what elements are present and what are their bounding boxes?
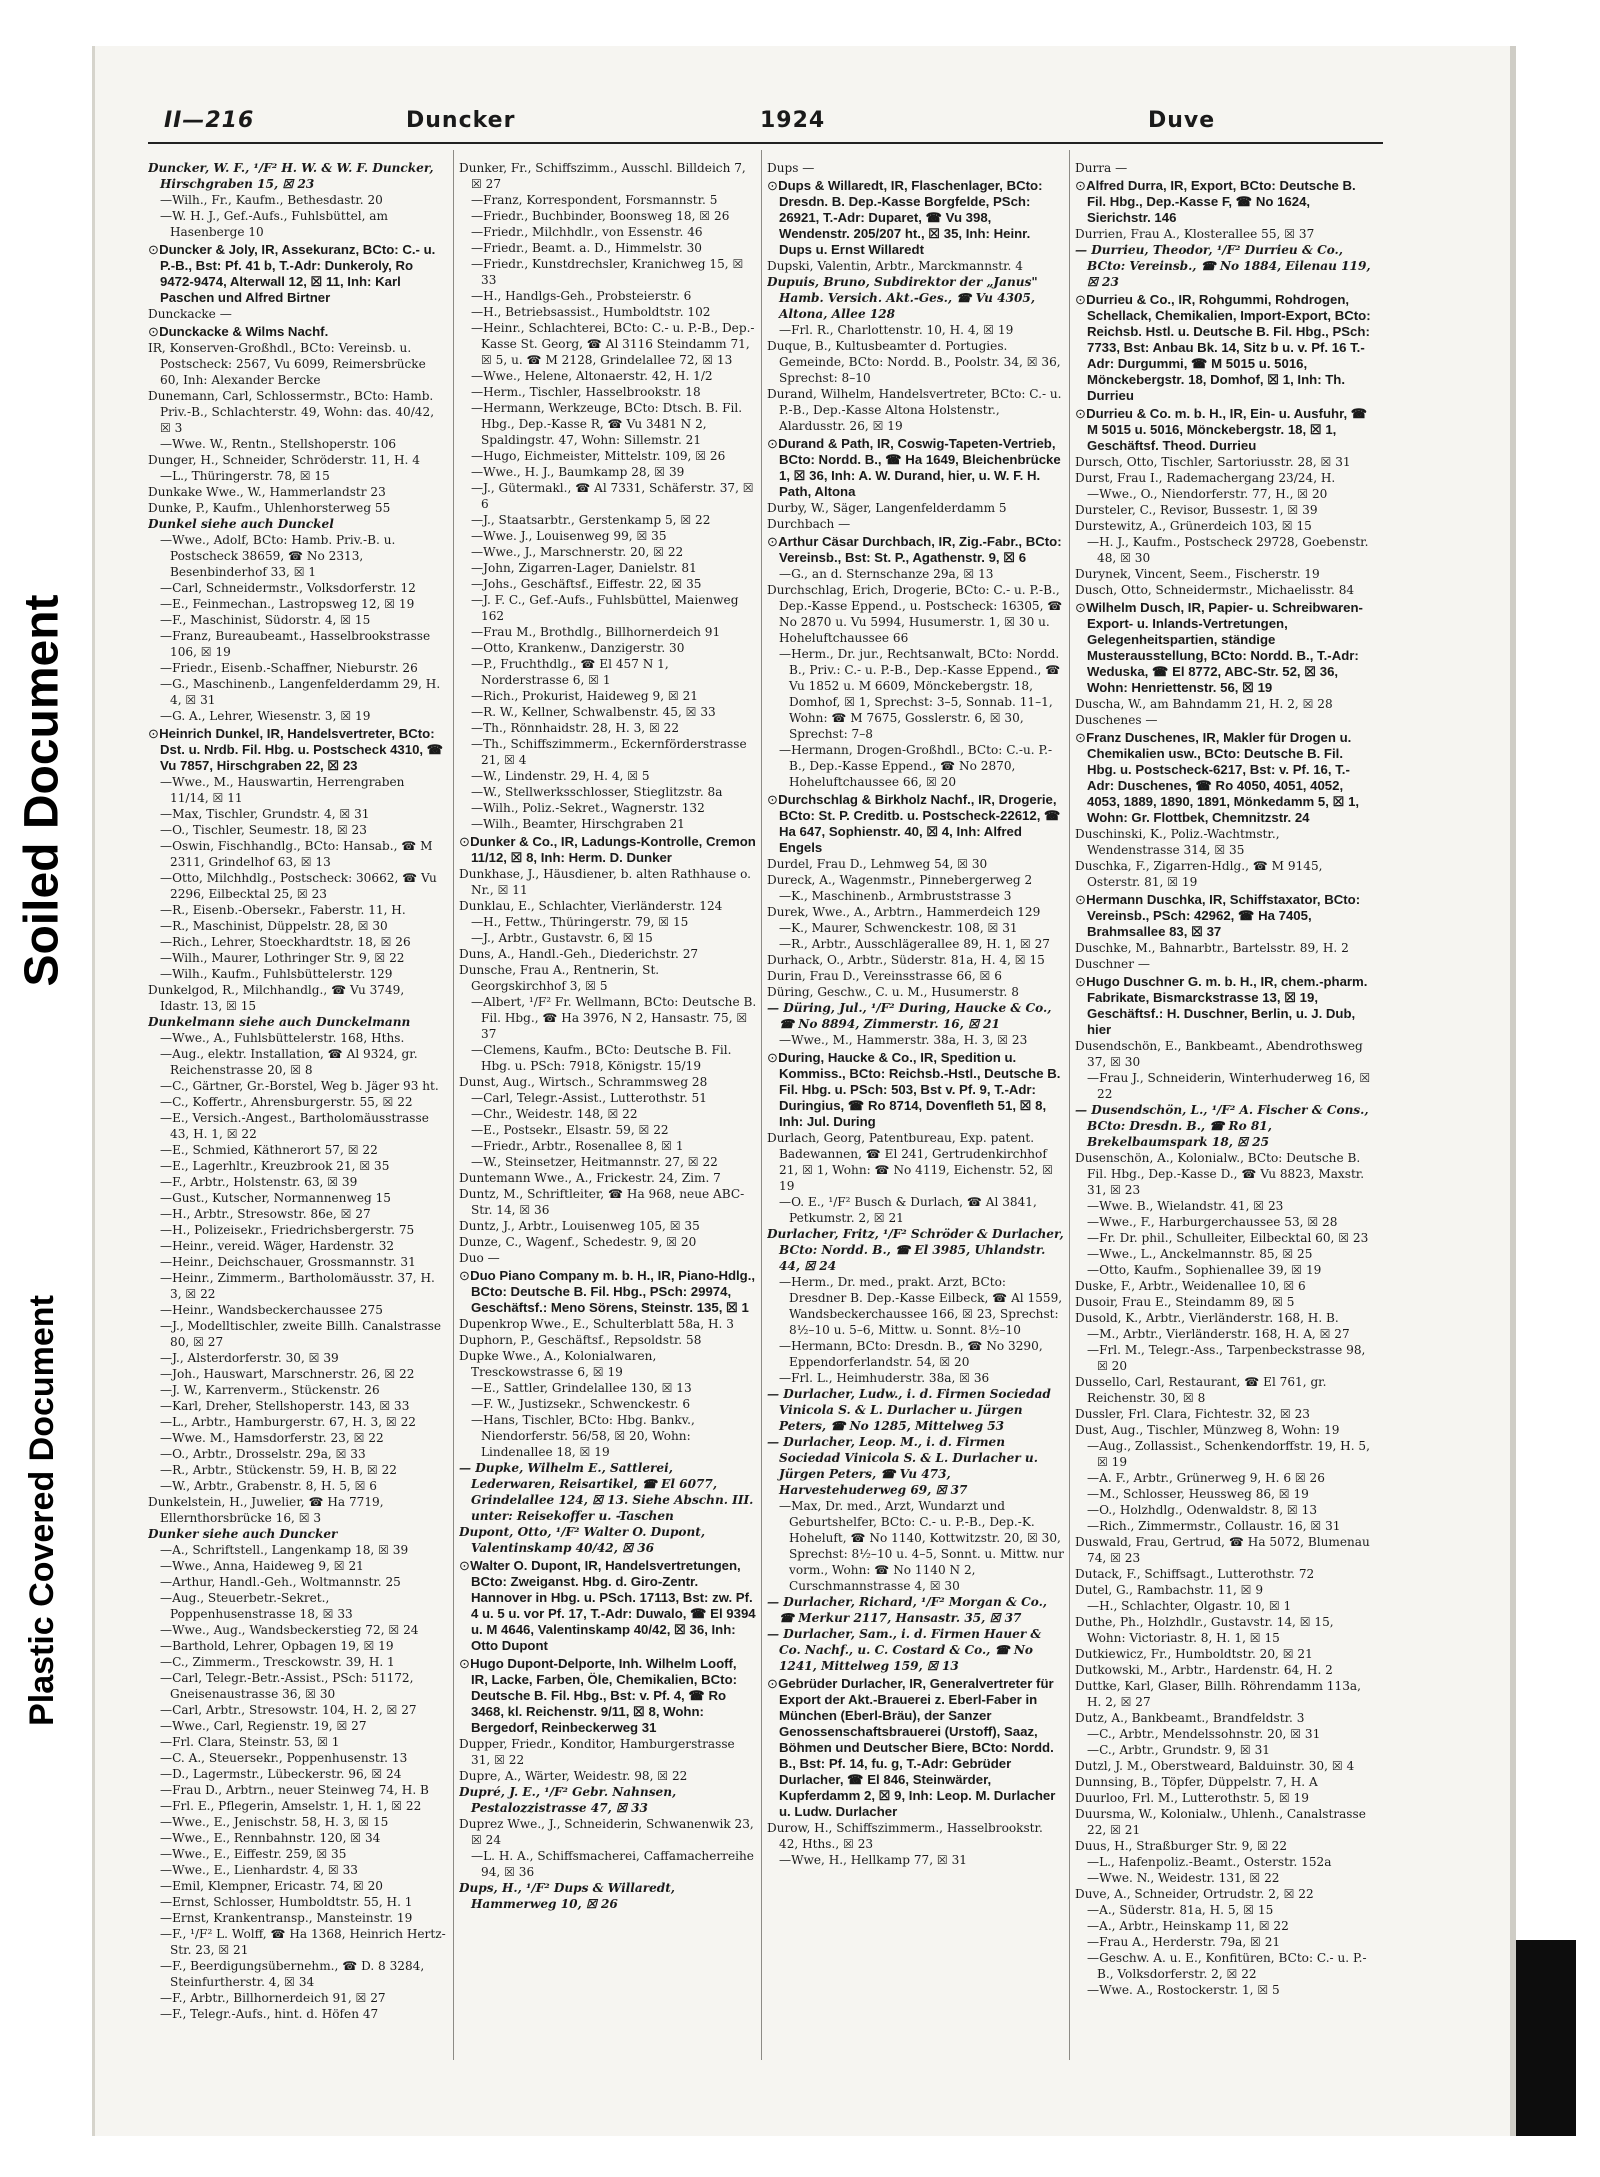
column-divider bbox=[761, 150, 762, 2060]
directory-entry: — C., Koffertr., Ahrensburgerstr. 55, ☒ 22 bbox=[148, 1094, 446, 1110]
directory-entry: — Heinr., Wandsbeckerchaussee 275 bbox=[148, 1302, 446, 1318]
directory-entry: — C., Arbtr., Mendelssohnstr. 20, ☒ 31 bbox=[1075, 1726, 1373, 1742]
directory-entry: — Friedr., Buchbinder, Boonsweg 18, ☒ 26 bbox=[459, 208, 757, 224]
directory-entry: — Hermann, Werkzeuge, BCto: Dtsch. B. Fil. Hbg., Dep.-Kasse R, ☎ Vu 3481 N 2, Spaldingstr. 47, Wohn: Sillemstr. 21 bbox=[459, 400, 757, 448]
directory-entry: — Wilh., Kaufm., Fuhlsbüttelerstr. 129 bbox=[148, 966, 446, 982]
directory-entry: ⊙ Durrieu & Co. m. b. H., IR, Ein- u. Ausfuhr, ☎ M 5015 u. 5016, Mönckebergstr. 18, ☒ 1, Geschäftsf. Theod. Durrieu bbox=[1075, 406, 1373, 454]
directory-entry: — Wwe., E., Eiffestr. 259, ☒ 35 bbox=[148, 1846, 446, 1862]
directory-entry: Durra — bbox=[1075, 161, 1128, 175]
page-header bbox=[148, 106, 1383, 144]
directory-entry: — R., Arbtr., Ausschlägerallee 89, H. 1, ☒ 27 bbox=[767, 936, 1065, 952]
directory-entry: Duque, B., Kultusbeamter d. Portugies. Gemeinde, BCto: Nordd. B., Poolstr. 34, ☒ 36, Sprechst: 8–10 bbox=[767, 339, 1061, 385]
directory-entry: — J., Arbtr., Gustavstr. 6, ☒ 15 bbox=[459, 930, 757, 946]
directory-entry: — H., Polizeisekr., Friedrichsbergerstr. 75 bbox=[148, 1222, 446, 1238]
directory-entry: Düring, Geschw., C. u. M., Husumerstr. 8 bbox=[767, 985, 1019, 999]
directory-entry: — Wwe., E., Jenischstr. 58, H. 3, ☒ 15 bbox=[148, 1814, 446, 1830]
directory-entry: Dunckacke — bbox=[148, 307, 232, 321]
directory-entry: Durlach, Georg, Patentbureau, Exp. patent. Badewannen, ☎ El 241, Gertrudenkirchhof 21, ☒ 1, Wohn: ☎ No 4119, Eichenstr. 52, ☒ 19 bbox=[767, 1131, 1053, 1193]
directory-entry: Duve, A., Schneider, Ortrudstr. 2, ☒ 22 bbox=[1075, 1887, 1314, 1901]
directory-entry: — Barthold, Lehrer, Opbagen 19, ☒ 19 bbox=[148, 1638, 446, 1654]
directory-entry: — E., Postsekr., Elsastr. 59, ☒ 22 bbox=[459, 1122, 757, 1138]
directory-entry: Duus, H., Straßburger Str. 9, ☒ 22 bbox=[1075, 1839, 1288, 1853]
directory-entry: — Wwe., A., Fuhlsbüttelerstr. 168, Hths. bbox=[148, 1030, 446, 1046]
directory-entry: — Friedr., Arbtr., Rosenallee 8, ☒ 1 bbox=[459, 1138, 757, 1154]
directory-entry: Durhack, O., Arbtr., Süderstr. 81a, H. 4, ☒ 15 bbox=[767, 953, 1045, 967]
directory-entry: Duo — bbox=[459, 1251, 500, 1265]
directory-entry: — Ernst, Krankentransp., Mansteinstr. 19 bbox=[148, 1910, 446, 1926]
directory-entry: — E., Feinmechan., Lastropsweg 12, ☒ 19 bbox=[148, 596, 446, 612]
directory-entry: — Aug., elektr. Installation, ☎ Al 9324, gr. Reichenstrasse 20, ☒ 8 bbox=[148, 1046, 446, 1078]
directory-entry: — Durlacher, Leop. M., i. d. Firmen Sociedad Vinicola S. & L. Durlacher u. Jürgen Peters, ☎ Vu 473, Harvestehuderweg 69, ☒ 37 bbox=[767, 1435, 1038, 1497]
directory-entry: ⊙ Durrieu & Co., IR, Rohgummi, Rohdrogen, Schellack, Chemikalien, Import-Export, BCto: Reichsb. Hstl. u. Deutsche B. Fil. Hbg., PSch: 7733, Bst: Anbau Bk. 14, Sitz b u. v. Pf. 16 T.-Adr: Durgummi, ☎ M 5015 u. 5016, Mönckebergstr. 18, Domhof, ☒ 1, Inh: Th. Durrieu bbox=[1075, 292, 1373, 404]
directory-entry: Durst, Frau I., Rademachergang 23/24, H. bbox=[1075, 471, 1336, 485]
directory-entry: Dunke, P., Kaufm., Uhlenhorsterweg 55 bbox=[148, 501, 391, 515]
directory-entry: — Dupke, Wilhelm E., Sattlerei, Lederwaren, Reisartikel, ☎ El 6077, Grindelallee 124, ☒ 13. Siehe Abschn. III. unter: Reisekoffer u. -Taschen bbox=[459, 1461, 754, 1523]
directory-entry: — Durrieu, Theodor, ¹/F² Durrieu & Co., BCto: Vereinsb., ☎ No 1884, Eilenau 119, ☒ 23 bbox=[1075, 243, 1371, 289]
directory-entry: Dunkelstein, H., Juwelier, ☎ Ha 7719, Ellernthorsbrücke 16, ☒ 3 bbox=[148, 1495, 384, 1525]
directory-entry: ⊙ Wilhelm Dusch, IR, Papier- u. Schreibwaren-Export- u. Inlands-Vertretungen, Gelegenheitspartien, ständige Musterausstellung, BCto: Nordd. B., T.-Adr: Weduska, ☎ El 8772, ABC-Str. 52, ☒ 36, Wohn: Henriettenstr. 56, ☒ 19 bbox=[1075, 600, 1373, 696]
directory-entry: Duschka, F., Zigarren-Hdlg., ☎ M 9145, Osterstr. 81, ☒ 19 bbox=[1075, 859, 1323, 889]
page-edge-shadow bbox=[1510, 46, 1516, 2136]
directory-entry: — G., Maschinenb., Langenfelderdamm 29, H. 4, ☒ 31 bbox=[148, 676, 446, 708]
directory-entry: — Wwe., Adolf, BCto: Hamb. Priv.-B. u. Postscheck 38659, ☎ No 2313, Besenbinderhof 33, ☒ 1 bbox=[148, 532, 446, 580]
directory-entry: — Wilh., Maurer, Lothringer Str. 9, ☒ 22 bbox=[148, 950, 446, 966]
column-2 bbox=[459, 160, 757, 2060]
directory-entry: — Durlacher, Ludw., i. d. Firmen Sociedad Vinicola S. & L. Durlacher u. Jürgen Peters, ☎ No 1285, Mittelweg 53 bbox=[767, 1387, 1051, 1433]
directory-entry: Duphorn, P., Geschäftsf., Repsoldstr. 58 bbox=[459, 1333, 702, 1347]
directory-entry: Dutkowski, M., Arbtr., Hardenstr. 64, H. 2 bbox=[1075, 1663, 1333, 1677]
directory-entry: Dups — bbox=[767, 161, 815, 175]
directory-entry: — Aug., Steuerbetr.-Sekret., Poppenhusenstrasse 18, ☒ 33 bbox=[148, 1590, 446, 1622]
directory-entry: Dussello, Carl, Restaurant, ☎ El 761, gr. Reichenstr. 30, ☒ 8 bbox=[1075, 1375, 1327, 1405]
directory-entry: ⊙ Heinrich Dunkel, IR, Handelsvertreter, BCto: Dst. u. Nrdb. Fil. Hbg. u. Postscheck 4310, ☎ Vu 7857, Hirschgraben 22, ☒ 23 bbox=[148, 726, 446, 774]
directory-entry: — H. J., Kaufm., Postscheck 29728, Goebenstr. 48, ☒ 30 bbox=[1075, 534, 1373, 566]
directory-entry: — C., Gärtner, Gr.-Borstel, Weg b. Jäger 93 ht. bbox=[148, 1078, 446, 1094]
directory-entry: — Oswin, Fischhandlg., BCto: Hansab., ☎ M 2311, Grindelhof 63, ☒ 13 bbox=[148, 838, 446, 870]
directory-entry: — F. W., Justizsekr., Schwenckestr. 6 bbox=[459, 1396, 757, 1412]
directory-entry: Dunemann, Carl, Schlossermstr., BCto: Hamb. Priv.-B., Schlachterstr. 49, Wohn: das. 40/42, ☒ 3 bbox=[148, 389, 435, 435]
page-number: II—216 bbox=[164, 108, 255, 133]
directory-entry: — Max, Dr. med., Arzt, Wundarzt und Geburtshelfer, BCto: C.- u. P.-B., Dep.-K. Hoheluft, ☎ No 1140, Kottwitzstr. 20, ☒ 30, Sprechst: 8½–10 u. 4–5, Sonnt. u. Mittw. nur vorm., Wohn: ☎ No 1140 N 2, Curschmannstrasse 4, ☒ 30 bbox=[767, 1498, 1065, 1594]
directory-entry: — Wwe, H., Hellkamp 77, ☒ 31 bbox=[767, 1852, 1065, 1868]
directory-entry: — L., Hafenpoliz.-Beamt., Osterstr. 152a bbox=[1075, 1854, 1373, 1870]
directory-entry: Dunkhase, J., Häusdiener, b. alten Rathhause o. Nr., ☒ 11 bbox=[459, 867, 752, 897]
directory-entry: Dureck, A., Wagenmstr., Pinnebergerweg 2 bbox=[767, 873, 1033, 887]
directory-entry: — Wwe., L., Anckelmannstr. 85, ☒ 25 bbox=[1075, 1246, 1373, 1262]
directory-entry: — Joh., Hauswart, Marschnerstr. 26, ☒ 22 bbox=[148, 1366, 446, 1382]
directory-entry: — A., Arbtr., Heinskamp 11, ☒ 22 bbox=[1075, 1918, 1373, 1934]
directory-entry: — L., Thüringerstr. 78, ☒ 15 bbox=[148, 468, 446, 484]
directory-entry: — Hans, Tischler, BCto: Hbg. Bankv., Niendorferstr. 56/58, ☒ 20, Wohn: Lindenallee 18, ☒ 19 bbox=[459, 1412, 757, 1460]
directory-entry: — W., Arbtr., Grabenstr. 8, H. 5, ☒ 6 bbox=[148, 1478, 446, 1494]
directory-entry: — W. H. J., Gef.-Aufs., Fuhlsbüttel, am Hasenberge 10 bbox=[148, 208, 446, 240]
directory-entry: Dunst, Aug., Wirtsch., Schrammsweg 28 bbox=[459, 1075, 708, 1089]
directory-entry: — Wwe. A., Rostockerstr. 1, ☒ 5 bbox=[1075, 1982, 1373, 1998]
directory-entry: — Frl. L., Heimhuderstr. 38a, ☒ 36 bbox=[767, 1370, 1065, 1386]
directory-entry: — Wwe., Carl, Regienstr. 19, ☒ 27 bbox=[148, 1718, 446, 1734]
directory-entry: Duncker, W. F., ¹/F² H. W. & W. F. Duncker, Hirschgraben 15, ☒ 23 bbox=[148, 161, 434, 191]
directory-entry: — Frau A., Herderstr. 79a, ☒ 21 bbox=[1075, 1934, 1373, 1950]
directory-entry: — P., Fruchthdlg., ☎ El 457 N 1, Norderstrasse 6, ☒ 1 bbox=[459, 656, 757, 688]
directory-entry: Dunze, C., Wagenf., Schedestr. 9, ☒ 20 bbox=[459, 1235, 697, 1249]
directory-entry: Dunker siehe auch Duncker bbox=[148, 1527, 338, 1541]
directory-entry: — R., Arbtr., Stückenstr. 59, H. B, ☒ 22 bbox=[148, 1462, 446, 1478]
directory-entry: Dups, H., ¹/F² Dups & Willaredt, Hammerweg 10, ☒ 26 bbox=[459, 1881, 676, 1911]
directory-entry: Duschner — bbox=[1075, 957, 1150, 971]
directory-entry: Dupke Wwe., A., Kolonialwaren, Tresckowstrasse 6, ☒ 19 bbox=[459, 1349, 657, 1379]
directory-entry: — Wwe. N., Weidestr. 131, ☒ 22 bbox=[1075, 1870, 1373, 1886]
directory-entry: — Wwe., E., Lienhardstr. 4, ☒ 33 bbox=[148, 1862, 446, 1878]
directory-entry: — R., Maschinist, Düppelstr. 28, ☒ 30 bbox=[148, 918, 446, 934]
directory-entry: — O., Holzhdlg., Odenwaldstr. 8, ☒ 13 bbox=[1075, 1502, 1373, 1518]
directory-entry: — Th., Rönnhaidstr. 28, H. 3, ☒ 22 bbox=[459, 720, 757, 736]
directory-entry: Dusenschön, A., Kolonialw., BCto: Deutsche B. Fil. Hbg., Dep.-Kasse D., ☎ Vu 8823, Maxstr. 31, ☒ 23 bbox=[1075, 1151, 1365, 1197]
directory-entry: — Frl. E., Pflegerin, Amselstr. 1, H. 1, ☒ 22 bbox=[148, 1798, 446, 1814]
directory-entry: Dupper, Friedr., Konditor, Hamburgerstrasse 31, ☒ 22 bbox=[459, 1737, 735, 1767]
directory-entry: — Franz, Korrespondent, Forsmannstr. 5 bbox=[459, 192, 757, 208]
directory-entry: — E., Versich.-Angest., Bartholomäusstrasse 43, H. 1, ☒ 22 bbox=[148, 1110, 446, 1142]
directory-entry: Dursch, Otto, Tischler, Sartoriusstr. 28, ☒ 31 bbox=[1075, 455, 1351, 469]
directory-entry: Duthe, Ph., Holzhdlr., Gustavstr. 14, ☒ 15, Wohn: Victoriastr. 8, H. 1, ☒ 15 bbox=[1075, 1615, 1334, 1645]
directory-entry: ⊙ Durand & Path, IR, Coswig-Tapeten-Vertrieb, BCto: Nordd. B., ☎ Ha 1649, Bleichenbrücke 1, ☒ 36, Inh: A. W. Durand, hier, u. W. F. H. Path, Altona bbox=[767, 436, 1065, 500]
directory-entry: — Gust., Kutscher, Normannenweg 15 bbox=[148, 1190, 446, 1206]
directory-entry: ⊙ Gebrüder Durlacher, IR, Generalvertreter für Export der Akt.-Brauerei z. Eberl-Faber in München (Eberl-Bräu), der Sanzer Genossenschaftsbrauerei (Urstoff), Saaz, Böhmen und Deutscher Biere, BCto: Nordd. B., Bst: Pf. 14, fu. g, T.-Adr: Gebrüder Durlacher, ☎ El 846, Steinwärder, Kupferdamm 2, ☒ 9, Inh: Leop. M. Durlacher u. Ludw. Durlacher bbox=[767, 1676, 1065, 1820]
directory-entry: — Wwe., J., Marschnerstr. 20, ☒ 22 bbox=[459, 544, 757, 560]
directory-entry: — Johs., Geschäftsf., Eiffestr. 22, ☒ 35 bbox=[459, 576, 757, 592]
directory-entry: — H., Handlgs-Geh., Probsteierstr. 6 bbox=[459, 288, 757, 304]
directory-entry: ⊙ Alfred Durra, IR, Export, BCto: Deutsche B. Fil. Hbg., Dep.-Kasse F, ☎ No 1624, Sierichstr. 146 bbox=[1075, 178, 1373, 226]
directory-entry: Dunnsing, B., Töpfer, Düppelstr. 7, H. A bbox=[1075, 1775, 1318, 1789]
directory-entry: Dupenkrop Wwe., E., Schulterblatt 58a, H. 3 bbox=[459, 1317, 734, 1331]
directory-entry: Dunkel siehe auch Dunckel bbox=[148, 517, 334, 531]
directory-entry: Duntz, M., Schriftleiter, ☎ Ha 968, neue ABC-Str. 14, ☒ 36 bbox=[459, 1187, 745, 1217]
directory-entry: — G., an d. Sternschanze 29a, ☒ 13 bbox=[767, 566, 1065, 582]
directory-entry: — Heinr., vereid. Wäger, Hardenstr. 32 bbox=[148, 1238, 446, 1254]
directory-entry: — Clemens, Kaufm., BCto: Deutsche B. Fil. Hbg. u. PSch: 7918, Königstr. 15/19 bbox=[459, 1042, 757, 1074]
directory-entry: — C., Arbtr., Grundstr. 9, ☒ 31 bbox=[1075, 1742, 1373, 1758]
directory-entry: Durchschlag, Erich, Drogerie, BCto: C.- u. P.-B., Dep.-Kasse Eppend., u. Postscheck: 16305, ☎ No 2870 u. Vu 5994, Husumerstr. 1, ☒ 30 u. Hoheluftchaussee 66 bbox=[767, 583, 1063, 645]
directory-entry: Dutkiewicz, Fr., Humboldtstr. 20, ☒ 21 bbox=[1075, 1647, 1313, 1661]
directory-entry: Dunkelgod, R., Milchhandlg., ☎ Vu 3749, Idastr. 13, ☒ 15 bbox=[148, 983, 405, 1013]
directory-entry: — L., Arbtr., Hamburgerstr. 67, H. 3, ☒ 22 bbox=[148, 1414, 446, 1430]
directory-entry: — H., Betriebsassist., Humboldtstr. 102 bbox=[459, 304, 757, 320]
directory-entry: ⊙ During, Haucke & Co., IR, Spedition u. Kommiss., BCto: Reichsb.-Hstl., Deutsche B. Fil. Hbg. u. PSch: 503, Bst v. Pf. 9, T.-Adr: Duringius, ☎ Ro 8714, Dovenfleth 51, ☒ 8, Inh: Jul. During bbox=[767, 1050, 1065, 1130]
directory-entry: Dutel, G., Rambachstr. 11, ☒ 9 bbox=[1075, 1583, 1264, 1597]
directory-entry: Dupont, Otto, ¹/F² Walter O. Dupont, Valentinskamp 40/42, ☒ 36 bbox=[459, 1525, 706, 1555]
directory-entry: — Otto, Kaufm., Sophienallee 39, ☒ 19 bbox=[1075, 1262, 1373, 1278]
directory-entry: — Hermann, BCto: Dresdn. B., ☎ No 3290, Eppendorferlandstr. 54, ☒ 20 bbox=[767, 1338, 1065, 1370]
directory-entry: Durynek, Vincent, Seem., Fischerstr. 19 bbox=[1075, 567, 1320, 581]
directory-entry: — Friedr., Milchhdlr., von Essenstr. 46 bbox=[459, 224, 757, 240]
directory-entry: Durstewitz, A., Grünerdeich 103, ☒ 15 bbox=[1075, 519, 1312, 533]
column-divider bbox=[453, 150, 454, 2060]
directory-entry: — Frau J., Schneiderin, Winterhuderweg 16, ☒ 22 bbox=[1075, 1070, 1373, 1102]
right-keyword: Duve bbox=[1148, 108, 1216, 133]
directory-entry: — O. E., ¹/F² Busch & Durlach, ☎ Al 3841, Petkumstr. 2, ☒ 21 bbox=[767, 1194, 1065, 1226]
directory-entry: — Ernst, Schlosser, Humboldtstr. 55, H. 1 bbox=[148, 1894, 446, 1910]
directory-entry: — A., Süderstr. 81a, H. 5, ☒ 15 bbox=[1075, 1902, 1373, 1918]
directory-entry: — Wwe., O., Niendorferstr. 77, H., ☒ 20 bbox=[1075, 486, 1373, 502]
directory-entry: — Arthur, Handl.-Geh., Woltmannstr. 25 bbox=[148, 1574, 446, 1590]
directory-entry: Dusch, Otto, Schneidermstr., Michaelisstr. 84 bbox=[1075, 583, 1355, 597]
plastic-covered-document-label bbox=[18, 1190, 66, 1830]
directory-entry: — Heinr., Zimmerm., Bartholomäusstr. 37, H. 3, ☒ 22 bbox=[148, 1270, 446, 1302]
directory-entry: — R. W., Kellner, Schwalbenstr. 45, ☒ 33 bbox=[459, 704, 757, 720]
directory-entry: — Wwe., M., Hauswartin, Herrengraben 11/14, ☒ 11 bbox=[148, 774, 446, 806]
directory-entry: — J., Gütermakl., ☎ Al 7331, Schäferstr. 37, ☒ 6 bbox=[459, 480, 757, 512]
directory-entry: Duschinski, K., Poliz.-Wachtmstr., Wendenstrasse 314, ☒ 35 bbox=[1075, 827, 1280, 857]
directory-entry: Dusold, K., Arbtr., Vierländerstr. 168, H. B. bbox=[1075, 1311, 1339, 1325]
directory-entry: — John, Zigarren-Lager, Danielstr. 81 bbox=[459, 560, 757, 576]
directory-entry: — Hugo, Eichmeister, Mittelstr. 109, ☒ 26 bbox=[459, 448, 757, 464]
directory-entry: Durow, H., Schiffszimmerm., Hasselbrookstr. 42, Hths., ☒ 23 bbox=[767, 1821, 1043, 1851]
directory-entry: — F., ¹/F² L. Wolff, ☎ Ha 1368, Heinrich Hertz-Str. 23, ☒ 21 bbox=[148, 1926, 446, 1958]
directory-entry: Duske, F., Arbtr., Weidenallee 10, ☒ 6 bbox=[1075, 1279, 1306, 1293]
directory-entry: — Friedr., Beamt. a. D., Himmelstr. 30 bbox=[459, 240, 757, 256]
directory-entry: Durlacher, Fritz, ¹/F² Schröder & Durlacher, BCto: Nordd. B., ☎ El 3985, Uhlandstr. 44, ☒ 24 bbox=[767, 1227, 1064, 1273]
directory-entry: — Wwe., E., Rennbahnstr. 120, ☒ 34 bbox=[148, 1830, 446, 1846]
directory-entry: — W., Stellwerksschlosser, Stieglitzstr. 8a bbox=[459, 784, 757, 800]
directory-entry: — Carl, Telegr.-Betr.-Assist., PSch: 51172, Gneisenaustrasse 36, ☒ 30 bbox=[148, 1670, 446, 1702]
directory-entry: — Wwe., Anna, Haideweg 9, ☒ 21 bbox=[148, 1558, 446, 1574]
directory-entry: — Wwe. J., Louisenweg 99, ☒ 35 bbox=[459, 528, 757, 544]
directory-entry: Dunklau, E., Schlachter, Vierländerstr. 124 bbox=[459, 899, 723, 913]
directory-entry: — W., Lindenstr. 29, H. 4, ☒ 5 bbox=[459, 768, 757, 784]
directory-entry: Dupski, Valentin, Arbtr., Marckmannstr. 4 bbox=[767, 259, 1023, 273]
directory-entry: — Aug., Zollassist., Schenkendorffstr. 19, H. 5, ☒ 19 bbox=[1075, 1438, 1373, 1470]
directory-entry: Durdel, Frau D., Lehmweg 54, ☒ 30 bbox=[767, 857, 988, 871]
directory-entry: Durby, W., Säger, Langenfelderdamm 5 bbox=[767, 501, 1007, 515]
directory-entry: — C. A., Steuersekr., Poppenhusenstr. 13 bbox=[148, 1750, 446, 1766]
directory-entry: — F., Maschinist, Südorstr. 4, ☒ 15 bbox=[148, 612, 446, 628]
directory-entry: — Th., Schiffszimmerm., Eckernförderstrasse 21, ☒ 4 bbox=[459, 736, 757, 768]
directory-entry: — Max, Tischler, Grundstr. 4, ☒ 31 bbox=[148, 806, 446, 822]
directory-entry: Dusoir, Frau E., Steindamm 89, ☒ 5 bbox=[1075, 1295, 1295, 1309]
directory-entry: Durin, Frau D., Vereinsstrasse 66, ☒ 6 bbox=[767, 969, 1002, 983]
directory-entry: ⊙ Duncker & Joly, IR, Assekuranz, BCto: C.- u. P.-B., Bst: Pf. 41 b, T.-Adr: Dunkeroly, Ro 9472-9474, Alterwall 12, ☒ 11, Inh: Karl Paschen und Alfred Birtner bbox=[148, 242, 446, 306]
directory-entry: Dutack, F., Schiffsagt., Lutterothstr. 72 bbox=[1075, 1567, 1315, 1581]
directory-entry: ⊙ Dunckacke & Wilms Nachf. bbox=[148, 324, 446, 340]
directory-entry: — J., Modelltischler, zweite Billh. Canalstrasse 80, ☒ 27 bbox=[148, 1318, 446, 1350]
directory-entry: — Rich., Prokurist, Haideweg 9, ☒ 21 bbox=[459, 688, 757, 704]
directory-entry: — Albert, ¹/F² Fr. Wellmann, BCto: Deutsche B. Fil. Hbg., ☎ Ha 3976, N 2, Hansastr. 75, ☒ 37 bbox=[459, 994, 757, 1042]
directory-entry: — Otto, Krankenw., Danzigerstr. 30 bbox=[459, 640, 757, 656]
soiled-document-text: Soiled Document bbox=[15, 593, 69, 987]
directory-entry: — Herm., Dr. med., prakt. Arzt, BCto: Dresdner B. Dep.-Kasse Eilbeck, ☎ Al 1559, Wandsbeckerchaussee 166, ☒ 23, Sprechst: 8½–10 u. 5–6, Mittw. u. Sonnt. 8½–10 bbox=[767, 1274, 1065, 1338]
directory-entry: — Chr., Weidestr. 148, ☒ 22 bbox=[459, 1106, 757, 1122]
directory-entry: — Frl. R., Charlottenstr. 10, H. 4, ☒ 19 bbox=[767, 322, 1065, 338]
directory-entry: — A., Schriftstell., Langenkamp 18, ☒ 39 bbox=[148, 1542, 446, 1558]
directory-entry: — F., Arbtr., Billhornerdeich 91, ☒ 27 bbox=[148, 1990, 446, 2006]
directory-entry: — H., Arbtr., Stresowstr. 86e, ☒ 27 bbox=[148, 1206, 446, 1222]
directory-entry: — Durlacher, Sam., i. d. Firmen Hauer & Co. Nachf., u. C. Costard & Co., ☎ No 1241, Mittelweg 159, ☒ 13 bbox=[767, 1627, 1042, 1673]
directory-entry: Dupré, J. E., ¹/F² Gebr. Nahnsen, Pestalozzistrasse 47, ☒ 33 bbox=[459, 1785, 677, 1815]
directory-entry: ⊙ Dunker & Co., IR, Ladungs-Kontrolle, Cremon 11/12, ☒ 8, Inh: Herm. D. Dunker bbox=[459, 834, 757, 866]
directory-entry: — Herm., Dr. jur., Rechtsanwalt, BCto: Nordd. B., Priv.: C.- u. P.-B., Dep.-Kasse Eppend., ☎ Vu 1852 u. M 6609, Mönckebergstr. 18, Domhof, ☒ 1, Sprechst: 3–5, Sonnab. 11–1, Wohn: ☎ M 7675, Gosslerstr. 6, ☒ 30, Sprechst: 7–8 bbox=[767, 646, 1065, 742]
directory-entry: — Carl, Telegr.-Assist., Lutterothstr. 51 bbox=[459, 1090, 757, 1106]
directory-entry: Dunkelmann siehe auch Dunckelmann bbox=[148, 1015, 411, 1029]
directory-entry: — Durlacher, Richard, ¹/F² Morgan & Co., ☎ Merkur 2117, Hansastr. 35, ☒ 37 bbox=[767, 1595, 1047, 1625]
directory-entry: — Otto, Milchhdlg., Postscheck: 30662, ☎ Vu 2296, Eilbecktal 25, ☒ 23 bbox=[148, 870, 446, 902]
directory-entry: — Wilh., Beamter, Hirschgraben 21 bbox=[459, 816, 757, 832]
directory-entry: — J., Staatsarbtr., Gerstenkamp 5, ☒ 22 bbox=[459, 512, 757, 528]
directory-entry: Duscha, W., am Bahndamm 21, H. 2, ☒ 28 bbox=[1075, 697, 1333, 711]
directory-entry: — A. F., Arbtr., Grünerweg 9, H. 6 ☒ 26 bbox=[1075, 1470, 1373, 1486]
directory-entry: — H., Fettw., Thüringerstr. 79, ☒ 15 bbox=[459, 914, 757, 930]
directory-entry: — L. H. A., Schiffsmacherei, Caffamacherreihe 94, ☒ 36 bbox=[459, 1848, 757, 1880]
directory-entry: — Wilh., Poliz.-Sekret., Wagnerstr. 132 bbox=[459, 800, 757, 816]
directory-entry: Dunkake Wwe., W., Hammerlandstr 23 bbox=[148, 485, 386, 499]
directory-entry: Dusendschön, E., Bankbeamt., Abendrothsweg 37, ☒ 30 bbox=[1075, 1039, 1363, 1069]
directory-entry: — Carl, Arbtr., Stresowstr. 104, H. 2, ☒ 27 bbox=[148, 1702, 446, 1718]
directory-entry: — Herm., Tischler, Hasselbrookstr. 18 bbox=[459, 384, 757, 400]
directory-entry: ⊙ Duo Piano Company m. b. H., IR, Piano-Hdlg., BCto: Deutsche B. Fil. Hbg., PSch: 29974, Geschäftsf.: Meno Sörens, Steinstr. 135, ☒ 1 bbox=[459, 1268, 757, 1316]
column-divider bbox=[1069, 150, 1070, 2060]
directory-entry: — Frau M., Brothdlg., Billhornerdeich 91 bbox=[459, 624, 757, 640]
directory-entry: IR, Konserven-Großhdl., BCto: Vereinsb. u. Postscheck: 2567, Vu 6099, Reimersbrücke 60, Inh: Alexander Bercke bbox=[148, 341, 426, 387]
directory-entry: — Rich., Lehrer, Stoeckhardtstr. 18, ☒ 26 bbox=[148, 934, 446, 950]
scan-border-bar bbox=[1516, 1940, 1576, 2136]
directory-entry: Duursma, W., Kolonialw., Uhlenh., Canalstrasse 22, ☒ 21 bbox=[1075, 1807, 1366, 1837]
directory-entry: — E., Schmied, Käthnerort 57, ☒ 22 bbox=[148, 1142, 446, 1158]
directory-entry: — O., Arbtr., Drosselstr. 29a, ☒ 33 bbox=[148, 1446, 446, 1462]
directory-entry: — F., Telegr.-Aufs., hint. d. Höfen 47 bbox=[148, 2006, 446, 2022]
directory-entry: Dutzl, J. M., Oberstweard, Balduinstr. 30, ☒ 4 bbox=[1075, 1759, 1355, 1773]
directory-entry: — D., Lagermstr., Lübeckerstr. 96, ☒ 24 bbox=[148, 1766, 446, 1782]
left-keyword: Duncker bbox=[406, 108, 516, 133]
directory-entry: — W., Steinsetzer, Heitmannstr. 27, ☒ 22 bbox=[459, 1154, 757, 1170]
directory-entry: — Heinr., Deichschauer, Grossmannstr. 31 bbox=[148, 1254, 446, 1270]
directory-entry: — G. A., Lehrer, Wiesenstr. 3, ☒ 19 bbox=[148, 708, 446, 724]
directory-entry: — Wwe. M., Hamsdorferstr. 23, ☒ 22 bbox=[148, 1430, 446, 1446]
directory-entry: ⊙ Franz Duschenes, IR, Makler für Drogen u. Chemikalien usw., BCto: Deutsche B. Fil. Hbg. u. Postscheck-6217, Bst: v. Pf. 16, T.-Adr: Duschenes, ☎ Ro 4050, 4051, 4052, 4053, 1889, 1890, 1891, Mönkedamm 5, ☒ 1, Wohn: Gr. Flottbek, Chemnitzstr. 24 bbox=[1075, 730, 1373, 826]
directory-entry: — R., Eisenb.-Obersekr., Faberstr. 11, H. bbox=[148, 902, 446, 918]
directory-entry: ⊙ Arthur Cäsar Durchbach, IR, Zig.-Fabr., BCto: Vereinsb., Bst: St. P., Agathenstr. 9, ☒ 6 bbox=[767, 534, 1065, 566]
directory-entry: — Heinr., Schlachterei, BCto: C.- u. P.-B., Dep.-Kasse St. Georg, ☎ Al 3116 Steindamm 71, ☒ 5, u. ☎ M 2128, Grindelallee 72, ☒ 13 bbox=[459, 320, 757, 368]
directory-entry: Dunsche, Frau A., Rentnerin, St. Georgskirchhof 3, ☒ 5 bbox=[459, 963, 660, 993]
plastic-covered-document-text: Plastic Covered Document bbox=[22, 1294, 61, 1726]
directory-entry: — M., Schlosser, Heussweg 86, ☒ 19 bbox=[1075, 1486, 1373, 1502]
directory-entry: ⊙ Hugo Dupont-Delporte, Inh. Wilhelm Looff, IR, Lacke, Farben, Öle, Chemikalien, BCto: Deutsche B. Fil. Hbg., Bst: v. Pf. 4, ☎ Ro 3468, kl. Reichenstr. 9/11, ☒ 8, Wohn: Bergedorf, Reinbeckerweg 31 bbox=[459, 1656, 757, 1736]
directory-entry: — M., Arbtr., Vierländerstr. 168, H. A, ☒ 27 bbox=[1075, 1326, 1373, 1342]
directory-entry: — Fr. Dr. phil., Schulleiter, Eilbecktal 60, ☒ 23 bbox=[1075, 1230, 1373, 1246]
directory-entry: — C., Zimmerm., Tresckowstr. 39, H. 1 bbox=[148, 1654, 446, 1670]
directory-entry: — Wwe., Aug., Wandsbeckerstieg 72, ☒ 24 bbox=[148, 1622, 446, 1638]
directory-entry: — Rich., Zimmermstr., Collaustr. 16, ☒ 31 bbox=[1075, 1518, 1373, 1534]
column-1 bbox=[148, 160, 446, 2060]
column-4 bbox=[1075, 160, 1373, 2060]
directory-entry: — Frl. Clara, Steinstr. 53, ☒ 1 bbox=[148, 1734, 446, 1750]
directory-entry: — Emil, Klempner, Ericastr. 74, ☒ 20 bbox=[148, 1878, 446, 1894]
directory-entry: — Friedr., Kunstdrechsler, Kranichweg 15, ☒ 33 bbox=[459, 256, 757, 288]
directory-entry: ⊙ Hugo Duschner G. m. b. H., IR, chem.-pharm. Fabrikate, Bismarckstrasse 13, ☒ 19, Geschäftsf.: H. Duschner, Berlin, u. J. Dub, hier bbox=[1075, 974, 1373, 1038]
directory-entry: — Wwe., F., Harburgerchaussee 53, ☒ 28 bbox=[1075, 1214, 1373, 1230]
directory-entry: Dupre, A., Wärter, Weidestr. 98, ☒ 22 bbox=[459, 1769, 688, 1783]
directory-entry: — Wilh., Fr., Kaufm., Bethesdastr. 20 bbox=[148, 192, 446, 208]
directory-entry: — Wwe., M., Hammerstr. 38a, H. 3, ☒ 23 bbox=[767, 1032, 1065, 1048]
directory-entry: Durrien, Frau A., Klosterallee 55, ☒ 37 bbox=[1075, 227, 1315, 241]
directory-entry: Duntz, J., Arbtr., Louisenweg 105, ☒ 35 bbox=[459, 1219, 700, 1233]
directory-entry: — Geschw. A. u. E., Konfitüren, BCto: C.- u. P.-B., Volksdorferstr. 2, ☒ 22 bbox=[1075, 1950, 1373, 1982]
directory-entry: ⊙ Dups & Willaredt, IR, Flaschenlager, BCto: Dresdn. B. Dep.-Kasse Borgfelde, PSch: 26921, T.-Adr: Duparet, ☎ Vu 398, Wendenstr. 205/207 ht., ☒ 35, Inh: Heinr. Dups u. Ernst Willaredt bbox=[767, 178, 1065, 258]
directory-entry: Dunker, Fr., Schiffszimm., Ausschl. Billdeich 7, ☒ 27 bbox=[459, 161, 746, 191]
directory-entry: Dutz, A., Bankbeamt., Brandfeldstr. 3 bbox=[1075, 1711, 1305, 1725]
directory-entry: Duurloo, Frl. M., Lutterothstr. 5, ☒ 19 bbox=[1075, 1791, 1309, 1805]
directory-entry: Dunger, H., Schneider, Schröderstr. 11, H. 4 bbox=[148, 453, 420, 467]
directory-entry: — Franz, Bureaubeamt., Hasselbrookstrasse 106, ☒ 19 bbox=[148, 628, 446, 660]
directory-entry: — Düring, Jul., ¹/F² During, Haucke & Co., ☎ No 8894, Zimmerstr. 16, ☒ 21 bbox=[767, 1001, 1052, 1031]
directory-entry: ⊙ Hermann Duschka, IR, Schiffstaxator, BCto: Vereinsb., PSch: 42962, ☎ Ha 7405, Brahmsallee 83, ☒ 37 bbox=[1075, 892, 1373, 940]
directory-entry: — Wwe., Helene, Altonaerstr. 42, H. 1/2 bbox=[459, 368, 757, 384]
directory-entry: — Friedr., Eisenb.-Schaffner, Nieburstr. 26 bbox=[148, 660, 446, 676]
directory-entry: — Hermann, Drogen-Großhdl., BCto: C.-u. P.-B., Dep.-Kasse Eppend., ☎ No 2870, Hoheluftchaussee 66, ☒ 20 bbox=[767, 742, 1065, 790]
directory-entry: — J. F. C., Gef.-Aufs., Fuhlsbüttel, Maienweg 162 bbox=[459, 592, 757, 624]
directory-entry: Durchbach — bbox=[767, 517, 851, 531]
directory-entry: ⊙ Walter O. Dupont, IR, Handelsvertretungen, BCto: Zweiganst. Hbg. d. Giro-Zentr. Hannover in Hbg. u. PSch. 17113, Bst: zw. Pf. 4 u. 5 u. vor Pf. 17, T.-Adr: Duwalo, ☎ El 9394 u. M 4646, Valentinskamp 40/42, ☒ 36, Inh: Otto Dupont bbox=[459, 1558, 757, 1654]
directory-entry: — K., Maschinenb., Armbruststrasse 3 bbox=[767, 888, 1065, 904]
directory-entry: Dursteler, C., Revisor, Bussestr. 1, ☒ 39 bbox=[1075, 503, 1318, 517]
directory-entry: Duschenes — bbox=[1075, 713, 1158, 727]
directory-entry: — F., Arbtr., Holstenstr. 63, ☒ 39 bbox=[148, 1174, 446, 1190]
directory-entry: — H., Schlachter, Olgastr. 10, ☒ 1 bbox=[1075, 1598, 1373, 1614]
directory-entry: — Dusendschön, L., ¹/F² A. Fischer & Cons., BCto: Dresdn. B., ☎ Ro 81, Brekelbaumspark 18, ☒ 25 bbox=[1075, 1103, 1369, 1149]
directory-entry: Duns, A., Handl.-Geh., Diederichstr. 27 bbox=[459, 947, 699, 961]
directory-entry: — J., Alsterdorferstr. 30, ☒ 39 bbox=[148, 1350, 446, 1366]
directory-entry: — Karl, Dreher, Stellshoperstr. 143, ☒ 33 bbox=[148, 1398, 446, 1414]
directory-entry: Dust, Aug., Tischler, Münzweg 8, Wohn: 19 bbox=[1075, 1423, 1340, 1437]
directory-entry: Duswald, Frau, Gertrud, ☎ Ha 5072, Blumenau 74, ☒ 23 bbox=[1075, 1535, 1370, 1565]
column-3 bbox=[767, 160, 1065, 2060]
directory-entry: ⊙ Durchschlag & Birkholz Nachf., IR, Drogerie, BCto: St. P. Creditb. u. Postscheck-22612, ☎ Ha 647, Sophienstr. 40, ☒ 4, Inh: Alfred Engels bbox=[767, 792, 1065, 856]
directory-entry: — F., Beerdigungsübernehm., ☎ D. 8 3284, Steinfurtherstr. 4, ☒ 34 bbox=[148, 1958, 446, 1990]
directory-entry: Dussler, Frl. Clara, Fichtestr. 32, ☒ 23 bbox=[1075, 1407, 1311, 1421]
year: 1924 bbox=[760, 108, 826, 133]
directory-entry: Durand, Wilhelm, Handelsvertreter, BCto: C.- u. P.-B., Dep.-Kasse Altona Holstenstr., Alardusstr. 26, ☒ 19 bbox=[767, 387, 1062, 433]
directory-entry: — Wwe. B., Wielandstr. 41, ☒ 23 bbox=[1075, 1198, 1373, 1214]
directory-entry: Duprez Wwe., J., Schneiderin, Schwanenwik 23, ☒ 24 bbox=[459, 1817, 754, 1847]
directory-entry: — Wwe., H. J., Baumkamp 28, ☒ 39 bbox=[459, 464, 757, 480]
directory-entry: Dupuis, Bruno, Subdirektor der „Janus" Hamb. Versich. Akt.-Ges., ☎ Vu 4305, Altona, Allee 128 bbox=[767, 275, 1038, 321]
soiled-document-label bbox=[15, 500, 69, 1080]
directory-entry: — Carl, Schneidermstr., Volksdorferstr. 12 bbox=[148, 580, 446, 596]
directory-entry: — O., Tischler, Seumestr. 18, ☒ 23 bbox=[148, 822, 446, 838]
directory-entry: Duntemann Wwe., A., Frickestr. 24, Zim. 7 bbox=[459, 1171, 721, 1185]
directory-entry: Duschke, M., Bahnarbtr., Bartelsstr. 89, H. 2 bbox=[1075, 941, 1349, 955]
directory-entry: — Frau D., Arbtrn., neuer Steinweg 74, H. B bbox=[148, 1782, 446, 1798]
directory-entry: — Frl. M., Telegr.-Ass., Tarpenbeckstrasse 98, ☒ 20 bbox=[1075, 1342, 1373, 1374]
directory-entry: — E., Sattler, Grindelallee 130, ☒ 13 bbox=[459, 1380, 757, 1396]
directory-entry: Durek, Wwe., A., Arbtrn., Hammerdeich 129 bbox=[767, 905, 1041, 919]
directory-entry: Duttke, Karl, Glaser, Billh. Röhrendamm 113a, H. 2, ☒ 27 bbox=[1075, 1679, 1361, 1709]
directory-entry: — J. W., Karrenverm., Stückenstr. 26 bbox=[148, 1382, 446, 1398]
directory-entry: — Wwe. W., Rentn., Stellshoperstr. 106 bbox=[148, 436, 446, 452]
directory-entry: — E., Lagerhltr., Kreuzbrook 21, ☒ 35 bbox=[148, 1158, 446, 1174]
directory-entry: — K., Maurer, Schwenckestr. 108, ☒ 31 bbox=[767, 920, 1065, 936]
